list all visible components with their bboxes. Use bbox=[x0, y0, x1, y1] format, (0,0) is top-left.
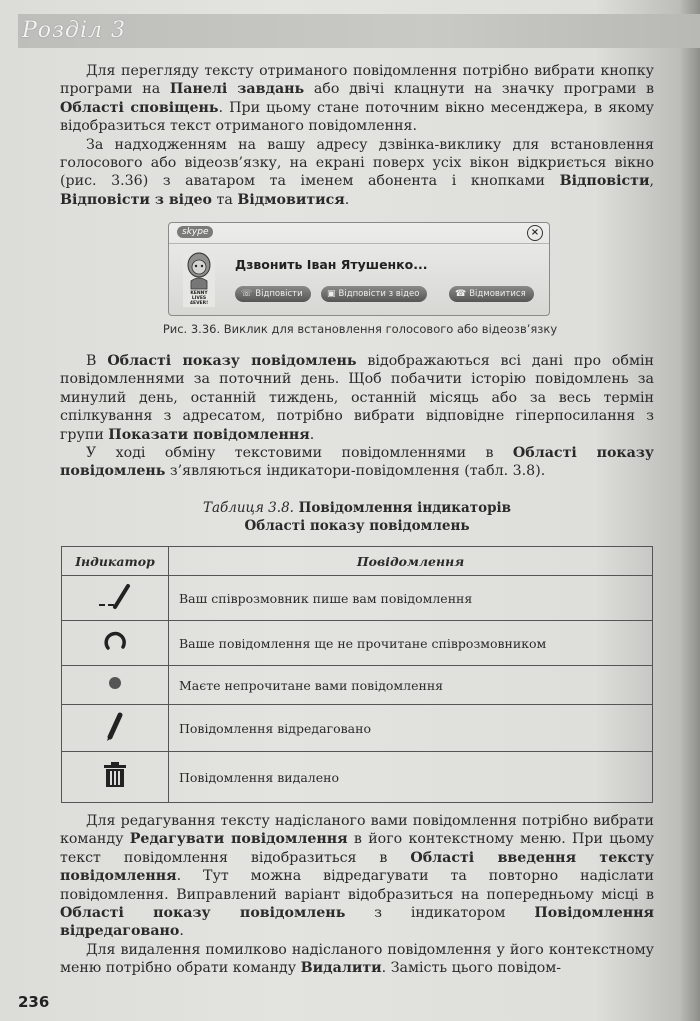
pencil-icon bbox=[103, 709, 127, 743]
indicators-table bbox=[61, 546, 653, 803]
skype-logo: skype bbox=[177, 226, 213, 238]
paragraph-1: Для перегляду тексту отриманого повідомлення потрібно вибрати кнопку програми на Панелі завдань або двічі клацнути на значку програми в Області сповіщень. При цьому стане поточним вікно месенджера, в якому відобразиться текст отриманого повідомлення. За надходженням на вашу адресу дзвінка-виклику для встановлення голосового або відеозв’язку, на екрані поверх усіх вікон відкриється вікно (рис. 3.36) з аватаром та іменем абонента і кнопками Відповісти, Відповісти з відео та Відмовитися. bbox=[60, 63, 654, 208]
page-number: 236 bbox=[18, 993, 50, 1011]
answer-video-button[interactable]: ▣ Відповісти з відео bbox=[321, 286, 427, 302]
table-row bbox=[62, 621, 653, 666]
section-title: Розділ 3 bbox=[22, 18, 127, 43]
arc-unread-icon bbox=[100, 626, 130, 656]
paragraph-5: Для редагування тексту надісланого вами повідомлення потрібно вибрати команду Редагувати повідомлення в його контекстному меню. При цьому текст повідомлення відобразиться в Області введення тексту повідомлення. Тут можна відредагувати та повторно надіслати повідомлення. Виправлений варіант відобразиться на попередньому місці в Області показу повідомлень з індикатором Повідомлення відредаговано. Для видалення помилково надісланого повідомлення у його контекстному меню потрібно обрати команду Видалити. Замість цього повідом- bbox=[60, 813, 655, 977]
close-icon[interactable]: × bbox=[527, 225, 543, 241]
decline-button[interactable]: ☎ Відмовитися bbox=[449, 286, 534, 302]
svg-text:4EVER!: 4EVER! bbox=[189, 301, 209, 306]
table-row bbox=[62, 705, 653, 752]
table-header-row bbox=[62, 547, 653, 576]
table-caption-line2: Області показу повідомлень bbox=[244, 518, 470, 534]
table-cell-message: Ваше повідомлення ще не прочитане співрозмовником bbox=[169, 621, 653, 666]
caller-name: Дзвонить Іван Ятушенко... bbox=[235, 257, 428, 272]
dot-icon bbox=[105, 673, 125, 693]
phone-icon: ☏ bbox=[241, 289, 253, 299]
pencil-typing-icon bbox=[95, 581, 135, 611]
call-window-titlebar bbox=[169, 223, 549, 244]
table-cell-message: Ваш співрозмовник пише вам повідомлення bbox=[169, 576, 653, 621]
figure-caption: Рис. 3.36. Виклик для встановлення голосового або відеозв’язку bbox=[162, 322, 558, 336]
caller-avatar bbox=[183, 251, 215, 307]
svg-text:KENNY: KENNY bbox=[190, 291, 208, 296]
answer-button[interactable]: ☏ Відповісти bbox=[235, 286, 311, 302]
table-row bbox=[62, 666, 653, 705]
column-header-message: Повідомлення bbox=[169, 547, 653, 576]
table-cell-message: Маєте непрочитане вами повідомлення bbox=[169, 666, 653, 705]
incoming-call-window bbox=[168, 222, 550, 316]
table-row bbox=[62, 752, 653, 803]
table-cell-message: Повідомлення відредаговано bbox=[169, 705, 653, 752]
video-camera-icon: ▣ bbox=[327, 289, 336, 299]
svg-text:LIVES: LIVES bbox=[191, 296, 207, 301]
hangup-icon: ☎ bbox=[455, 289, 467, 299]
table-row bbox=[62, 576, 653, 621]
column-header-indicator: Індикатор bbox=[62, 547, 169, 576]
trash-icon bbox=[100, 760, 130, 790]
table-cell-message: Повідомлення видалено bbox=[169, 752, 653, 803]
paragraph-3: В Області показу повідомлень відображаються всі дані про обмін повідомленнями за поточний день. Щоб побачити історію повідомлень за минулий день, останній тиждень, останній місяць або за весь термін спілкування з адресатом, потрібно вибрати відповідне гіперпосилання з групи Показати повідомлення. У ході обміну текстовими повідомленнями в Області показу повідомлень з’являються індикатори-повідомлення (табл. 3.8). bbox=[60, 353, 654, 480]
table-caption-line1: Таблиця 3.8. Повідомлення індикаторів bbox=[202, 500, 512, 516]
